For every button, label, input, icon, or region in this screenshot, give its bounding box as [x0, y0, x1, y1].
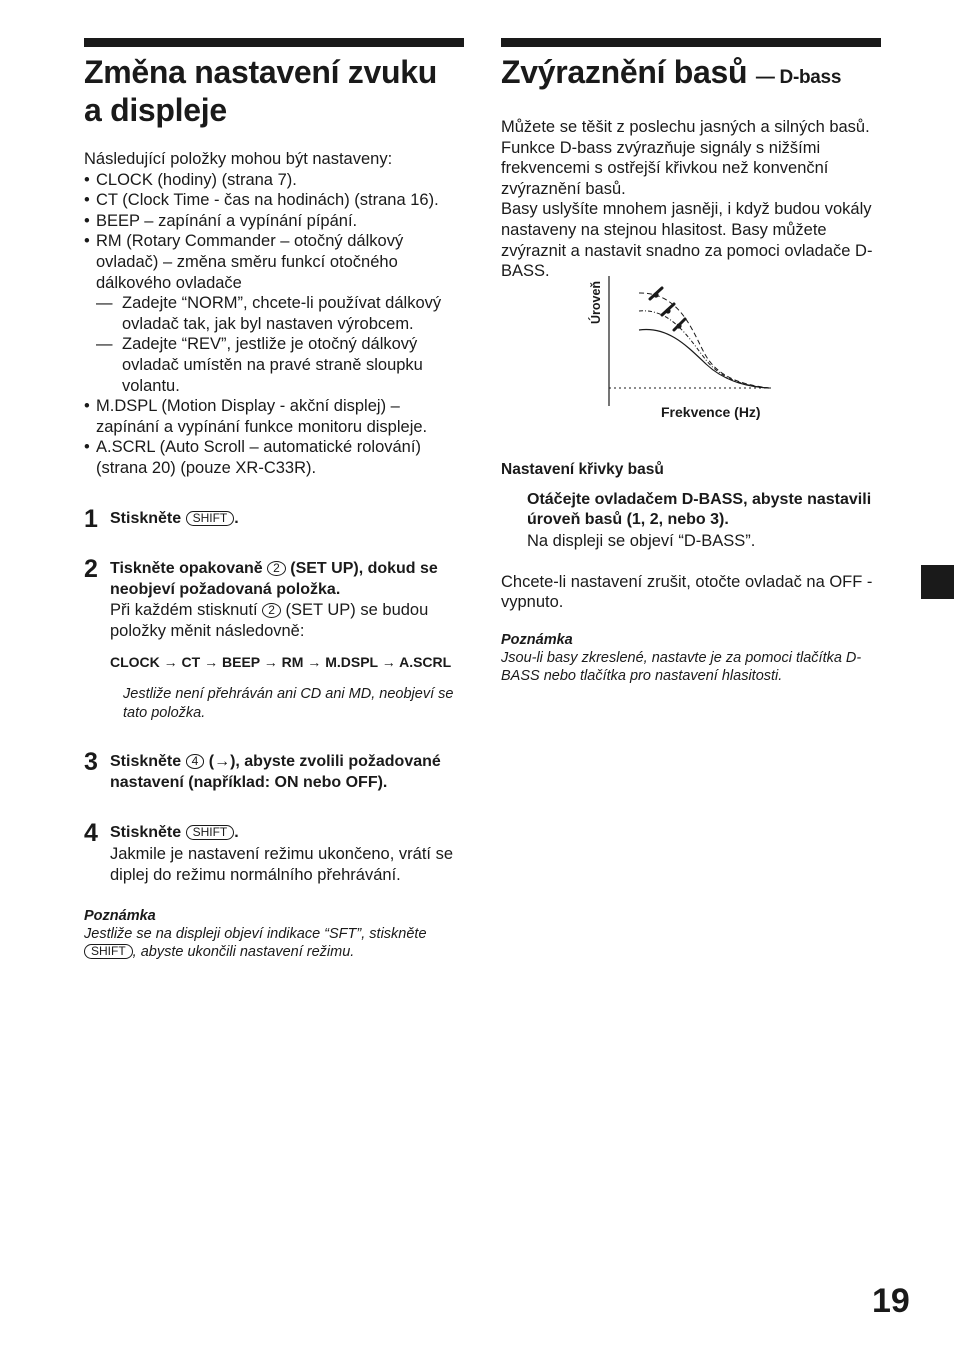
item-sequence: CLOCK → CT → BEEP → RM → M.DSPL → A.SCRL	[110, 654, 452, 671]
step-number: 3	[84, 748, 98, 777]
cancel-text: Chcete-li nastavení zrušit, otočte ovladač na OFF - vypnuto.	[501, 572, 873, 612]
step-text: Stiskněte	[110, 824, 182, 842]
sublist-item: — Zadejte “NORM”, chcete-li používat dálkový ovladač tak, jak byl nastaven výrobcem.	[96, 293, 464, 334]
shift-key-icon: SHIFT	[84, 944, 133, 959]
note-title: Poznámka	[84, 908, 156, 925]
list-item	[84, 231, 464, 396]
title-sub: — D-bass	[755, 67, 842, 88]
step-text: Tiskněte opakovaně	[110, 560, 263, 578]
title-line-1: Změna nastavení zvuku	[84, 54, 437, 90]
step-number: 1	[84, 504, 98, 533]
curve-marker	[653, 292, 658, 297]
left-note	[84, 907, 464, 961]
instruction-block	[501, 490, 881, 552]
key-2-icon: 2	[267, 561, 286, 576]
step-text: Stiskněte	[110, 753, 182, 771]
note-text: , abyste ukončili nastavení režimu.	[132, 944, 355, 961]
note-title: Poznámka	[501, 631, 573, 648]
settings-list	[84, 170, 464, 479]
chart-xlabel: Frekvence (Hz)	[661, 404, 761, 420]
title-line-2: a displeje	[84, 92, 227, 128]
step-number: 2	[84, 555, 98, 584]
bass-curve-diagram	[584, 268, 784, 428]
list-item-text: RM (Rotary Commander – otočný dálkový ovladač) – změna směru funkcí otočného dálkového ovladače	[96, 232, 404, 292]
key-4-icon: 4	[186, 754, 205, 769]
key-2-icon: 2	[262, 603, 281, 618]
step-body: Jakmile je nastavení režimu ukončeno, vrátí se diplej do režimu normálního přehrávání.	[110, 845, 453, 884]
step-number: 4	[84, 819, 98, 848]
paragraph: Můžete se těšit z poslechu jasných a silných basů. Funkce D-bass zvýrazňuje signály s nižšími frekvencemi s ostřejší křivkou než konvenční zvýraznění basů.	[501, 118, 870, 198]
title-main: Zvýraznění basů	[501, 54, 748, 90]
list-item: • CT (Clock Time - čas na hodinách) (strana 16).	[84, 190, 464, 211]
step-body: (SET UP) se budou položky měnit následovně:	[110, 601, 429, 640]
paragraph: Basy uslyšíte mnohem jasněji, i když budou vokály nastaveny na stejnou hlasitost. Basy můžete zvýraznit a nastavit snadno za pomoci ovladače D-BASS.	[501, 200, 873, 281]
page-number: 19	[872, 1282, 910, 1320]
chart-ylabel: Úroveň	[589, 280, 603, 324]
heading-rule	[501, 38, 881, 47]
list-item: • CLOCK (hodiny) (strana 7).	[84, 170, 464, 191]
step-4	[84, 819, 464, 885]
note-text: Jestliže se na displeji objeví indikace “SFT”, stiskněte	[84, 926, 427, 943]
step-2-note: Jestliže není přehráván ani CD ani MD, neobjeví se tato položka.	[123, 686, 454, 721]
intro-text: Následující položky mohou být nastaveny:	[84, 150, 393, 168]
heading-rule	[84, 38, 464, 47]
step-3	[84, 748, 464, 793]
step-text: Stiskněte	[110, 509, 182, 527]
left-column	[84, 38, 464, 962]
shift-key-icon: SHIFT	[186, 511, 235, 526]
step-text: (SET UP), dokud se neobjeví požadovaná položka.	[110, 560, 438, 598]
step-text: (→), abyste zvolili požadované nastavení (například: ON nebo OFF).	[110, 753, 441, 791]
shift-key-icon: SHIFT	[186, 825, 235, 840]
step-1	[84, 504, 464, 533]
subheading: Nastavení křivky basů	[501, 460, 664, 478]
curve-marker	[665, 308, 670, 313]
curve-level-1	[639, 329, 769, 388]
punctuation: .	[234, 824, 239, 842]
instruction-text: Otáčejte ovladačem D-BASS, abyste nastavili úroveň basů (1, 2, nebo 3).	[527, 490, 872, 529]
right-note	[501, 631, 881, 685]
rm-sublist	[96, 293, 464, 396]
section-tab-marker	[921, 565, 954, 599]
step-2	[84, 555, 464, 722]
curve-level-3	[639, 293, 769, 388]
section-title	[84, 53, 464, 129]
step-body: Při každém stisknutí	[110, 601, 258, 620]
list-item: • BEEP – zapínání a vypínání pípání.	[84, 211, 464, 232]
list-item: • M.DSPL (Motion Display - akční displej) – zapínání a vypínání funkce monitoru displeje.	[84, 396, 464, 437]
sublist-item: — Zadejte “REV”, jestliže je otočný dálkový ovladač umístěn na pravé straně sloupku volantu.	[96, 334, 464, 396]
note-text: Jsou-li basy zkreslené, nastavte je za pomoci tlačítka D-BASS nebo tlačítka pro nastavení hlasitosti.	[501, 649, 862, 684]
punctuation: .	[234, 509, 239, 527]
curve-marker	[676, 323, 681, 328]
instruction-result: Na displeji se objeví “D-BASS”.	[527, 531, 756, 550]
curve-level-2	[639, 311, 769, 388]
section-title	[501, 53, 881, 97]
list-item: • A.SCRL (Auto Scroll – automatické rolování) (strana 20) (pouze XR-C33R).	[84, 437, 464, 478]
